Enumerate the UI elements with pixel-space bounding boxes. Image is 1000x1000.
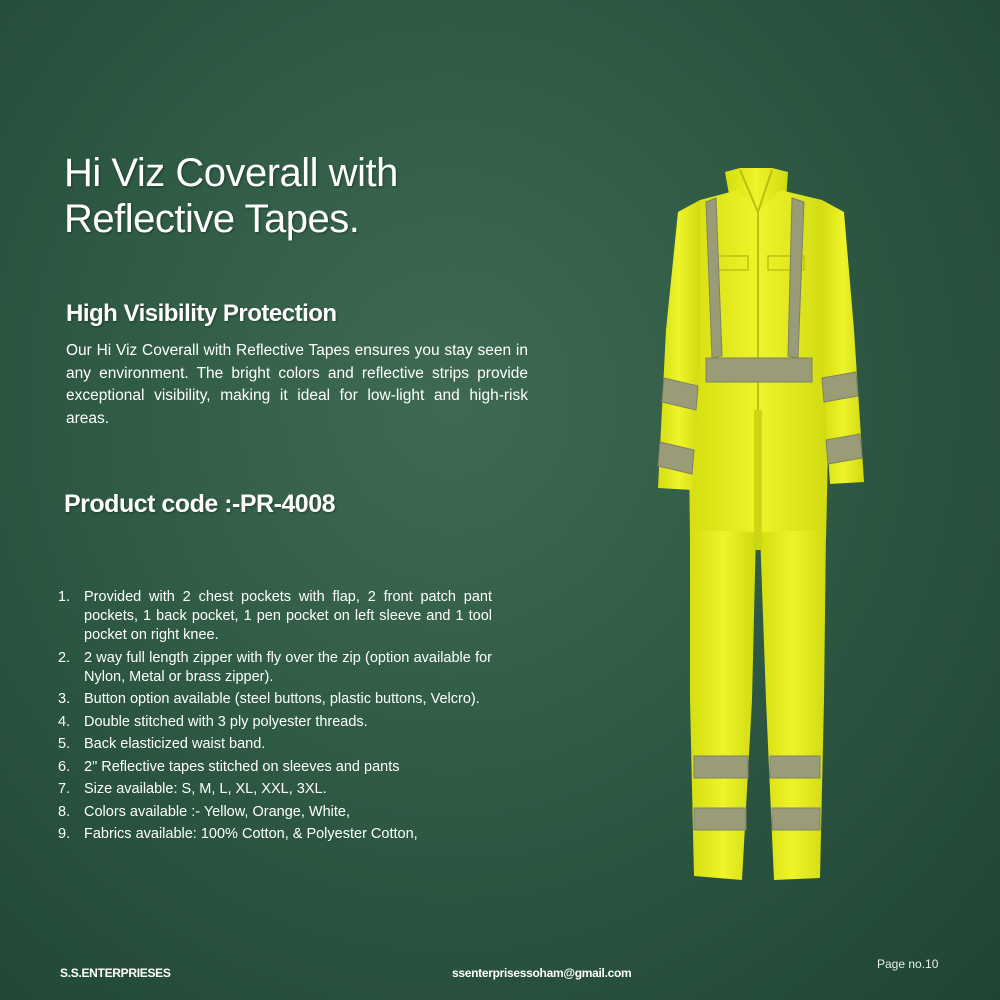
list-item <box>58 713 492 732</box>
list-item <box>58 803 492 822</box>
list-number: 7. <box>58 781 71 797</box>
footer-email: ssenterprisessoham@gmail.com <box>452 966 632 980</box>
product-code: Product code :-PR-4008 <box>64 490 336 518</box>
list-number: 1. <box>58 589 71 605</box>
list-text: 2" Reflective tapes stitched on sleeves and pants <box>84 758 400 775</box>
tape-leg-left-lower <box>694 808 746 830</box>
list-number: 3. <box>58 691 71 707</box>
hi-viz-coverall-image <box>640 160 880 890</box>
tape-leg-right-upper <box>770 756 820 778</box>
tape-leg-right-lower <box>772 808 820 830</box>
list-text: Fabrics available: 100% Cotton, & Polyester Cotton, <box>84 826 418 842</box>
list-text: Size available: S, M, L, XL, XXL, 3XL. <box>84 781 327 797</box>
page-number: Page no.10 <box>877 957 939 971</box>
list-number: 8. <box>58 803 71 820</box>
front-fly <box>754 410 762 550</box>
list-item <box>58 690 492 709</box>
list-item <box>58 735 492 754</box>
section-subtitle: High Visibility Protection <box>66 300 337 327</box>
list-number: 6. <box>58 758 71 775</box>
list-item <box>58 780 492 799</box>
feature-list <box>58 588 492 848</box>
list-number: 2. <box>58 649 71 666</box>
list-number: 4. <box>58 713 71 730</box>
list-number: 9. <box>58 826 71 842</box>
footer-company: S.S.ENTERPRIESES <box>60 966 171 980</box>
list-item <box>58 588 492 645</box>
tape-leg-left-upper <box>694 756 748 778</box>
list-text: Back elasticized waist band. <box>84 736 266 752</box>
list-text: 2 way full length zipper with fly over the zip (option available for Nylon, Metal or brass zipper). <box>84 649 492 685</box>
list-text: Colors available :- Yellow, Orange, White, <box>84 803 350 820</box>
list-number: 5. <box>58 736 71 752</box>
list-text: Button option available (steel buttons, plastic buttons, Velcro). <box>84 691 480 707</box>
tape-waist <box>706 358 812 382</box>
product-description: Our Hi Viz Coverall with Reflective Tapes ensures you stay seen in any environment. The bright colors and reflective strips provide exceptional visibility, making it ideal for low-light and high-risk areas. <box>66 342 528 427</box>
list-item <box>58 758 492 777</box>
list-item <box>58 649 492 687</box>
list-text: Provided with 2 chest pockets with flap, 2 front patch pant pockets, 1 back pocket, 1 pen pocket on left sleeve and 1 tool pocket on right knee. <box>84 589 492 643</box>
page-title: Hi Viz Coverall with Reflective Tapes. <box>64 151 398 241</box>
list-text: Double stitched with 3 ply polyester threads. <box>84 713 368 730</box>
list-item <box>58 825 492 844</box>
